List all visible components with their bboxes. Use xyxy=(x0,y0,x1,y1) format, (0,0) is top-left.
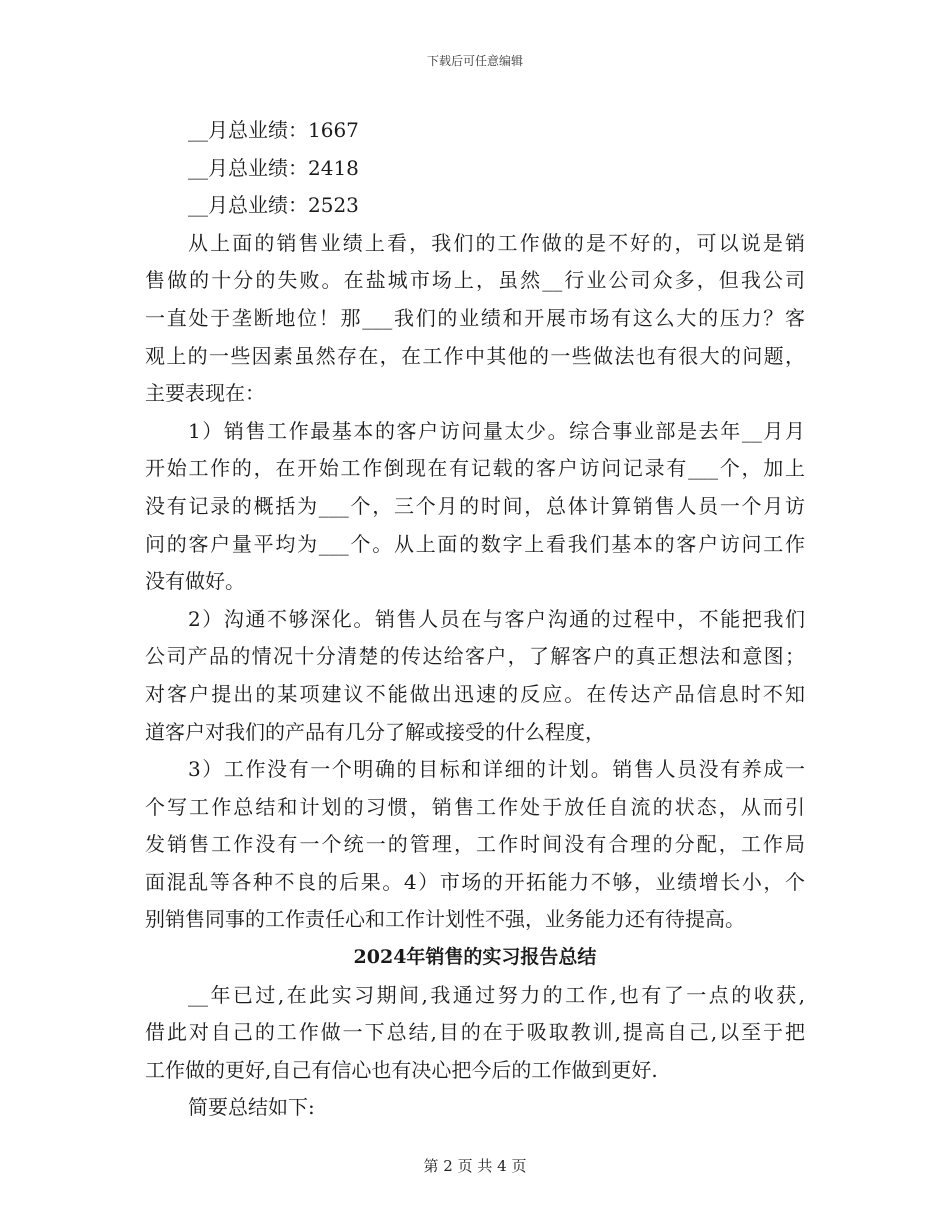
text-line: 道客户对我们的产品有几分了解或接受的什么程度， xyxy=(145,719,605,744)
text-line: __年已过,在此实习期间,我通过努力的工作,也有了一点的收获, xyxy=(188,982,805,1007)
text-line: 借此对自己的工作做一下总结,目的在于吸取教训,提高自己,以至于把 xyxy=(145,1020,805,1045)
page-header-note: 下载后可任意编辑 xyxy=(426,54,523,68)
text-line: 没有做好。 xyxy=(145,569,245,594)
text-line: 1）销售工作最基本的客户访问量太少。综合事业部是去年__月月 xyxy=(188,418,805,443)
section-title: 2024年销售的实习报告总结 xyxy=(353,946,597,969)
text-line: 别销售同事的工作责任心和工作计划性不强，业务能力还有待提高。 xyxy=(145,907,745,932)
text-line: 主要表现在： xyxy=(145,381,265,406)
text-line: 没有记录的概括为___个，三个月的时间，总体计算销售人员一个月访 xyxy=(145,493,805,518)
page-number: 第 2 页 共 4 页 xyxy=(423,1157,527,1175)
text-line: 开始工作的，在开始工作倒现在有记载的客户访问记录有___个，加上 xyxy=(145,456,805,481)
text-line: 个写工作总结和计划的习惯，销售工作处于放任自流的状态，从而引 xyxy=(145,794,805,819)
text-line: 公司产品的情况十分清楚的传达给客户，了解客户的真正想法和意图； xyxy=(145,644,805,669)
text-line: 从上面的销售业绩上看，我们的工作做的是不好的，可以说是销 xyxy=(188,230,805,255)
text-line: 面混乱等各种不良的后果。4）市场的开拓能力不够，业绩增长小，个 xyxy=(145,869,805,894)
text-line: 问的客户量平均为___个。从上面的数字上看我们基本的客户访问工作 xyxy=(145,531,805,556)
text-line: 2）沟通不够深化。销售人员在与客户沟通的过程中，不能把我们 xyxy=(188,606,805,631)
text-line: 发销售工作没有一个统一的管理，工作时间没有合理的分配，工作局 xyxy=(145,832,805,857)
text-line: 简要总结如下: xyxy=(188,1095,315,1120)
text-line: __月总业绩：2418 xyxy=(188,155,359,180)
text-line: __月总业绩：1667 xyxy=(188,118,359,142)
text-line: 售做的十分的失败。在盐城市场上，虽然__行业公司众多，但我公司 xyxy=(145,268,805,293)
text-line: 观上的一些因素虽然存在，在工作中其他的一些做法也有很大的问题， xyxy=(145,343,805,368)
text-line: 对客户提出的某项建议不能做出迅速的反应。在传达产品信息时不知 xyxy=(145,681,805,706)
text-line: 工作做的更好,自己有信心也有决心把今后的工作做到更好. xyxy=(145,1057,658,1082)
text-line: __月总业绩：2523 xyxy=(188,193,359,218)
document-body xyxy=(145,112,805,1127)
text-line: 3）工作没有一个明确的目标和详细的计划。销售人员没有养成一 xyxy=(188,757,805,782)
text-line: 一直处于垄断地位！那___我们的业绩和开展市场有这么大的压力？客 xyxy=(145,305,805,330)
